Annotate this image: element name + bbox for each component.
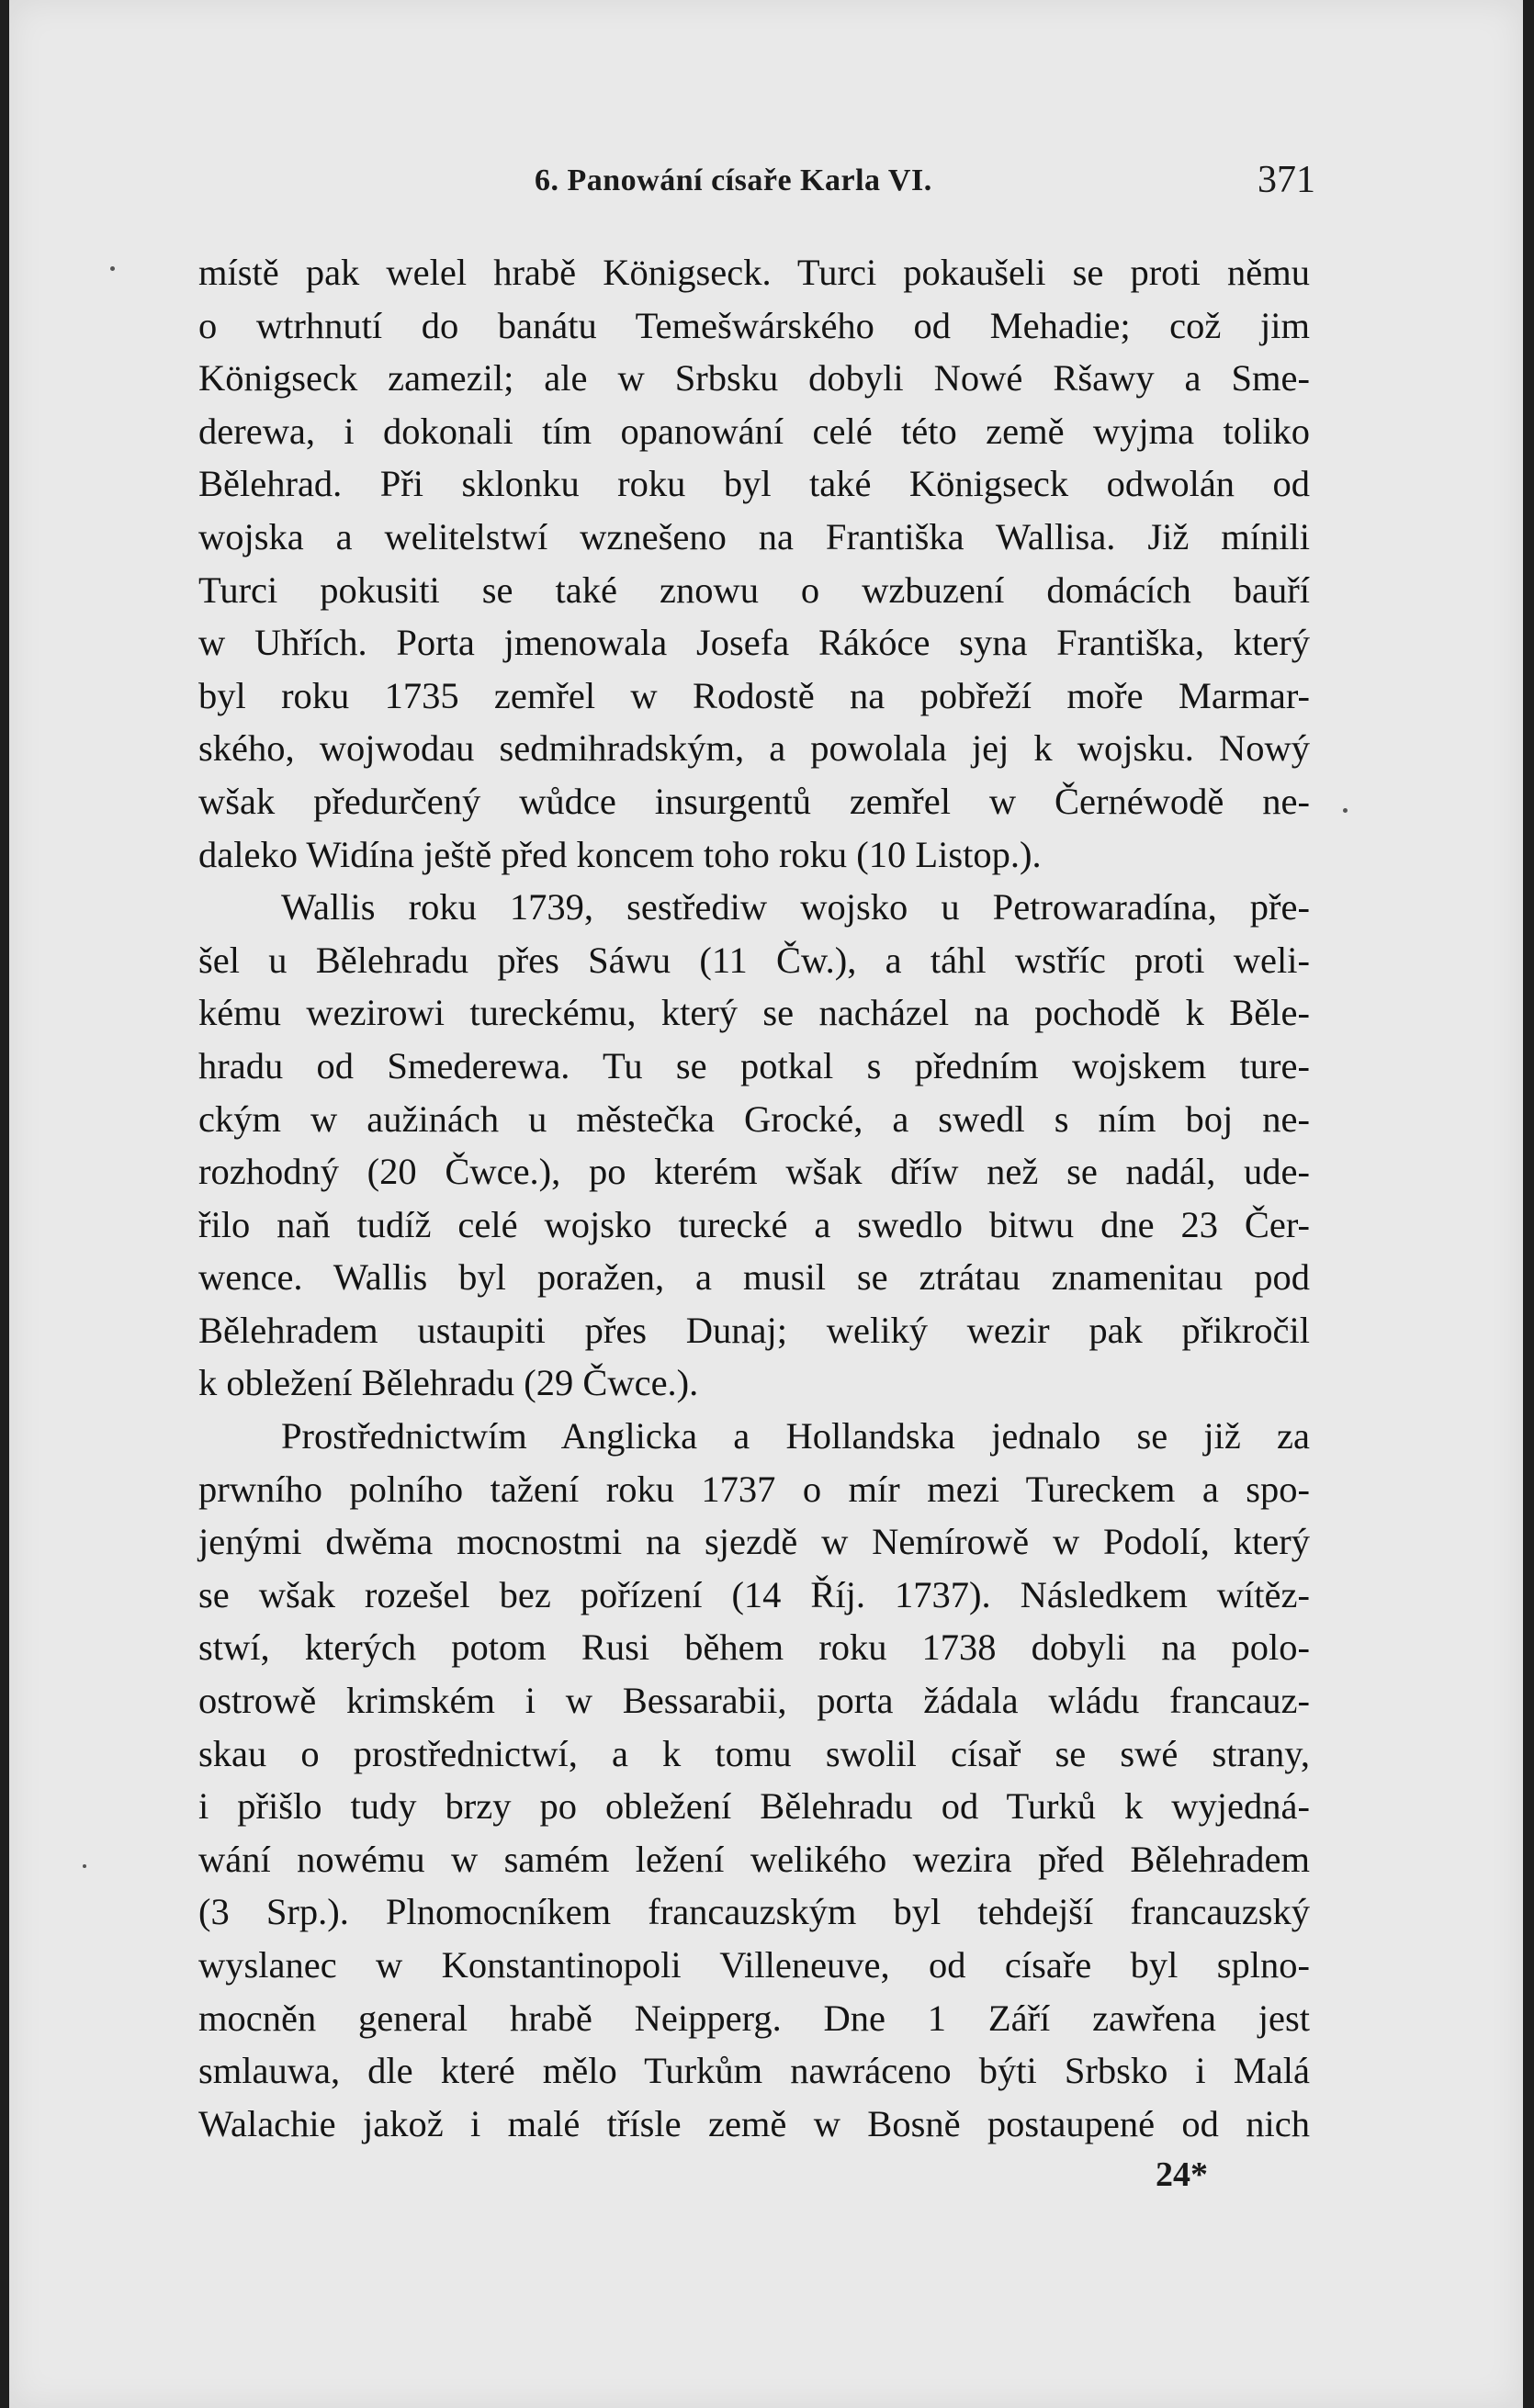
scan-right-edge: [1523, 0, 1534, 2408]
text-line: řilo naň tudíž celé wojsko turecké a swedlo bitwu dne 23 Čer-: [198, 1203, 1310, 1245]
body-text: [198, 246, 1310, 2150]
text-line: ckým w aužinách u městečka Grocké, a swedl s ním boj ne-: [198, 1097, 1310, 1140]
text-line: k obležení Bělehradu (29 Čwce.).: [198, 1362, 699, 1404]
text-line: derewa, i dokonali tím opanowání celé této země wyjma toliko: [198, 410, 1310, 452]
text-line: wyslanec w Konstantinopoli Villeneuve, od císaře byl splno-: [198, 1944, 1310, 1986]
signature-mark: 24*: [1156, 2155, 1208, 2194]
text-line: stwí, kterých potom Rusi během roku 1738 dobyli na polo-: [198, 1626, 1310, 1669]
scan-left-edge: [0, 0, 9, 2408]
scan-speck: [1343, 808, 1348, 813]
text-line: wojska a welitelstwí wznešeno na Františka Wallisa. Již mínili: [198, 515, 1310, 557]
text-line: jenými dwěma mocnostmi na sjezdě w Nemírowě w Podolí, který: [198, 1521, 1310, 1563]
text-line: Bělehradem ustaupiti přes Dunaj; weliký wezir pak přikročil: [198, 1309, 1310, 1351]
book-page: [9, 0, 1523, 2408]
text-line: mocněn general hrabě Neipperg. Dne 1 Září zawřena jest: [198, 1997, 1310, 2039]
text-line: se wšak rozešel bez pořízení (14 Říj. 1737). Následkem wítěz-: [198, 1573, 1310, 1615]
text-line: ského, wojwodau sedmihradským, a powolala jej k wojsku. Nowý: [198, 727, 1310, 770]
text-line: byl roku 1735 zemřel w Rodostě na pobřeží moře Marmar-: [198, 674, 1310, 716]
page-header: [193, 158, 1315, 204]
text-line: ostrowě krimském i w Bessarabii, porta žádala wládu francauz-: [198, 1680, 1310, 1722]
text-line: w Uhřích. Porta jmenowala Josefa Rákóce syna Františka, který: [198, 622, 1310, 664]
text-line: Turci pokusiti se také znowu o wzbuzení domácích bauří: [198, 568, 1310, 611]
text-line: (3 Srp.). Plnomocníkem francauzským byl tehdejší francauzský: [198, 1891, 1310, 1933]
text-line: Wallis roku 1739, sestřediw wojsko u Petrowaradína, pře-: [281, 886, 1310, 928]
text-line: prwního polního tažení roku 1737 o mír mezi Tureckem a spo-: [198, 1468, 1310, 1510]
text-line: skau o prostřednictwí, a k tomu swolil císař se swé strany,: [198, 1732, 1310, 1774]
text-line: Prostřednictwím Anglicka a Hollandska jednalo se již za: [281, 1415, 1310, 1457]
text-line: místě pak welel hrabě Königseck. Turci pokaušeli se proti němu: [198, 252, 1310, 293]
text-line: smlauwa, dle které mělo Turkům nawráceno býti Srbsko i Malá: [198, 2050, 1310, 2092]
text-line: Bělehrad. Při sklonku roku byl také Königseck odwolán od: [198, 463, 1310, 505]
scan-speck: [83, 1864, 86, 1868]
text-line: o wtrhnutí do banátu Temešwárského od Mehadie; což jim: [198, 304, 1310, 346]
text-line: Walachie jakož i malé třísle země w Bosně postaupené od nich: [198, 2102, 1310, 2144]
text-line: wšak předurčený wůdce insurgentů zemřel w Černéwodě ne-: [198, 780, 1310, 822]
text-line: i přišlo tudy brzy po obležení Bělehradu od Turků k wyjedná-: [198, 1785, 1310, 1828]
scan-speck: [110, 266, 115, 271]
text-line: daleko Widína ještě před koncem toho roku (10 Listop.).: [198, 833, 1042, 875]
text-line: kému wezirowi tureckému, který se nacházel na pochodě k Běle-: [198, 992, 1310, 1034]
text-line: šel u Bělehradu přes Sáwu (11 Čw.), a táhl wstříc proti weli-: [198, 939, 1310, 981]
text-line: wence. Wallis byl poražen, a musil se ztrátau znamenitau pod: [198, 1256, 1310, 1299]
page-number: 371: [1258, 159, 1315, 201]
running-title: 6. Panowání císaře Karla VI.: [535, 163, 932, 197]
text-line: Königseck zamezil; ale w Srbsku dobyli Nowé Ršawy a Sme-: [198, 357, 1310, 399]
text-line: rozhodný (20 Čwce.), po kterém wšak dříw než se nadál, ude-: [198, 1151, 1310, 1193]
text-line: hradu od Smederewa. Tu se potkal s předním wojskem ture-: [198, 1044, 1310, 1086]
text-line: wání nowému w samém ležení welikého wezira před Bělehradem: [198, 1838, 1310, 1880]
